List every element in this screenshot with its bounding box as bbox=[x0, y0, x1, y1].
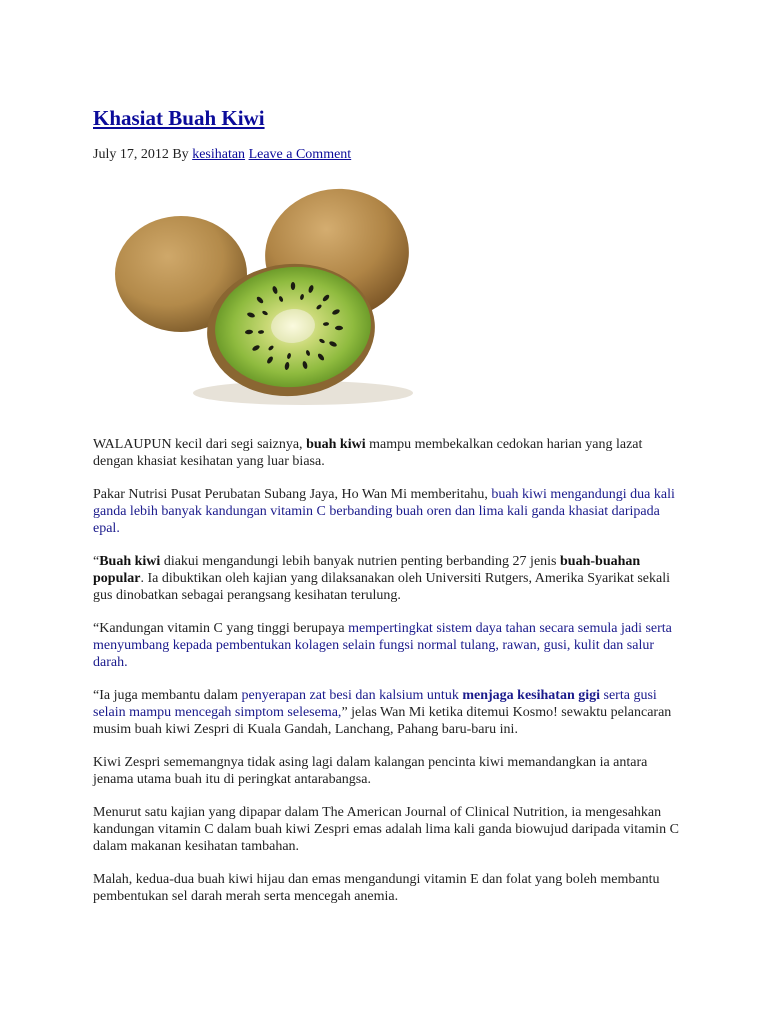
post-meta bbox=[93, 146, 351, 164]
bold-text: Buah kiwi bbox=[99, 554, 161, 569]
text-span: Malah, kedua-dua buah kiwi hijau dan emas mengandungi vitamin E dan folat yang boleh membantu pembentukan sel darah merah serta mencegah anemia. bbox=[93, 872, 660, 904]
paragraph-5 bbox=[93, 687, 683, 738]
bold-text: buah-buahan popular bbox=[93, 554, 641, 586]
text-span: “ bbox=[93, 554, 100, 569]
paragraph-2 bbox=[93, 486, 683, 537]
text-span: “Kandungan vitamin C yang tinggi berupaya bbox=[93, 621, 349, 636]
highlighted-text: mempertingkat sistem daya tahan secara semula jadi serta menyumbang kepada pembentukan kolagen selain fungsi normal tulang, rawan, gusi, kulit dan salur darah. bbox=[93, 621, 672, 670]
byline-label: By bbox=[172, 147, 189, 162]
text-span: Kiwi Zespri sememangnya tidak asing lagi dalam kalangan pencinta kiwi memandangkan ia antara jenama utama buah itu di peringkat antarabangsa. bbox=[93, 755, 648, 787]
paragraph-1 bbox=[93, 436, 683, 470]
text-span: Menurut satu kajian yang dipapar dalam The American Journal of Clinical Nutrition, ia mengesahkan kandungan vitamin C dalam buah kiwi Zespri emas adalah lima kali ganda biowujud daripada vitamin C dalam makanan kesihatan tambahan. bbox=[93, 805, 679, 854]
kiwi-fruit-image bbox=[93, 178, 433, 420]
text-span: WALAUPUN kecil dari segi saiznya, bbox=[93, 437, 307, 452]
author-link[interactable]: kesihatan bbox=[192, 147, 246, 162]
paragraph-8 bbox=[93, 871, 683, 905]
paragraph-3 bbox=[93, 553, 683, 604]
highlighted-text: serta gusi selain mampu mencegah simptom selesema, bbox=[93, 688, 657, 720]
text-span: ” jelas Wan Mi ketika ditemui Kosmo! sewaktu pelancaran musim buah kiwi Zespri di Kuala Gandah, Lanchang, Pahang baru-baru ini. bbox=[93, 705, 672, 737]
bold-text: buah kiwi bbox=[306, 437, 366, 452]
text-span: diakui mengandungi lebih banyak nutrien penting berbanding 27 jenis bbox=[160, 554, 561, 569]
post-date: July 17, 2012 bbox=[93, 147, 169, 162]
paragraph-7 bbox=[93, 804, 683, 855]
highlighted-bold-text: menjaga kesihatan gigi bbox=[462, 688, 601, 703]
text-span: Pakar Nutrisi Pusat Perubatan Subang Jaya, Ho Wan Mi memberitahu, bbox=[93, 487, 492, 502]
text-span: . Ia dibuktikan oleh kajian yang dilaksanakan oleh Universiti Rutgers, Amerika Syarikat sekali gus dinobatkan sebagai perangsang kesihatan terulung. bbox=[93, 571, 671, 603]
paragraph-6 bbox=[93, 754, 683, 788]
text-span: “Ia juga membantu dalam bbox=[93, 688, 242, 703]
paragraph-4 bbox=[93, 620, 683, 671]
article-title-link[interactable]: Khasiat Buah Kiwi bbox=[93, 106, 265, 130]
text-span: mampu membekalkan cedokan harian yang lazat dengan khasiat kesihatan yang luar biasa. bbox=[93, 437, 643, 469]
highlighted-text: buah kiwi mengandungi dua kali ganda lebih banyak kandungan vitamin C berbanding buah oren dan lima kali ganda khasiat daripada epal. bbox=[93, 487, 675, 536]
article-body bbox=[93, 436, 683, 921]
highlighted-text: penyerapan zat besi dan kalsium untuk bbox=[241, 688, 463, 703]
leave-comment-link[interactable]: Leave a Comment bbox=[248, 147, 352, 162]
